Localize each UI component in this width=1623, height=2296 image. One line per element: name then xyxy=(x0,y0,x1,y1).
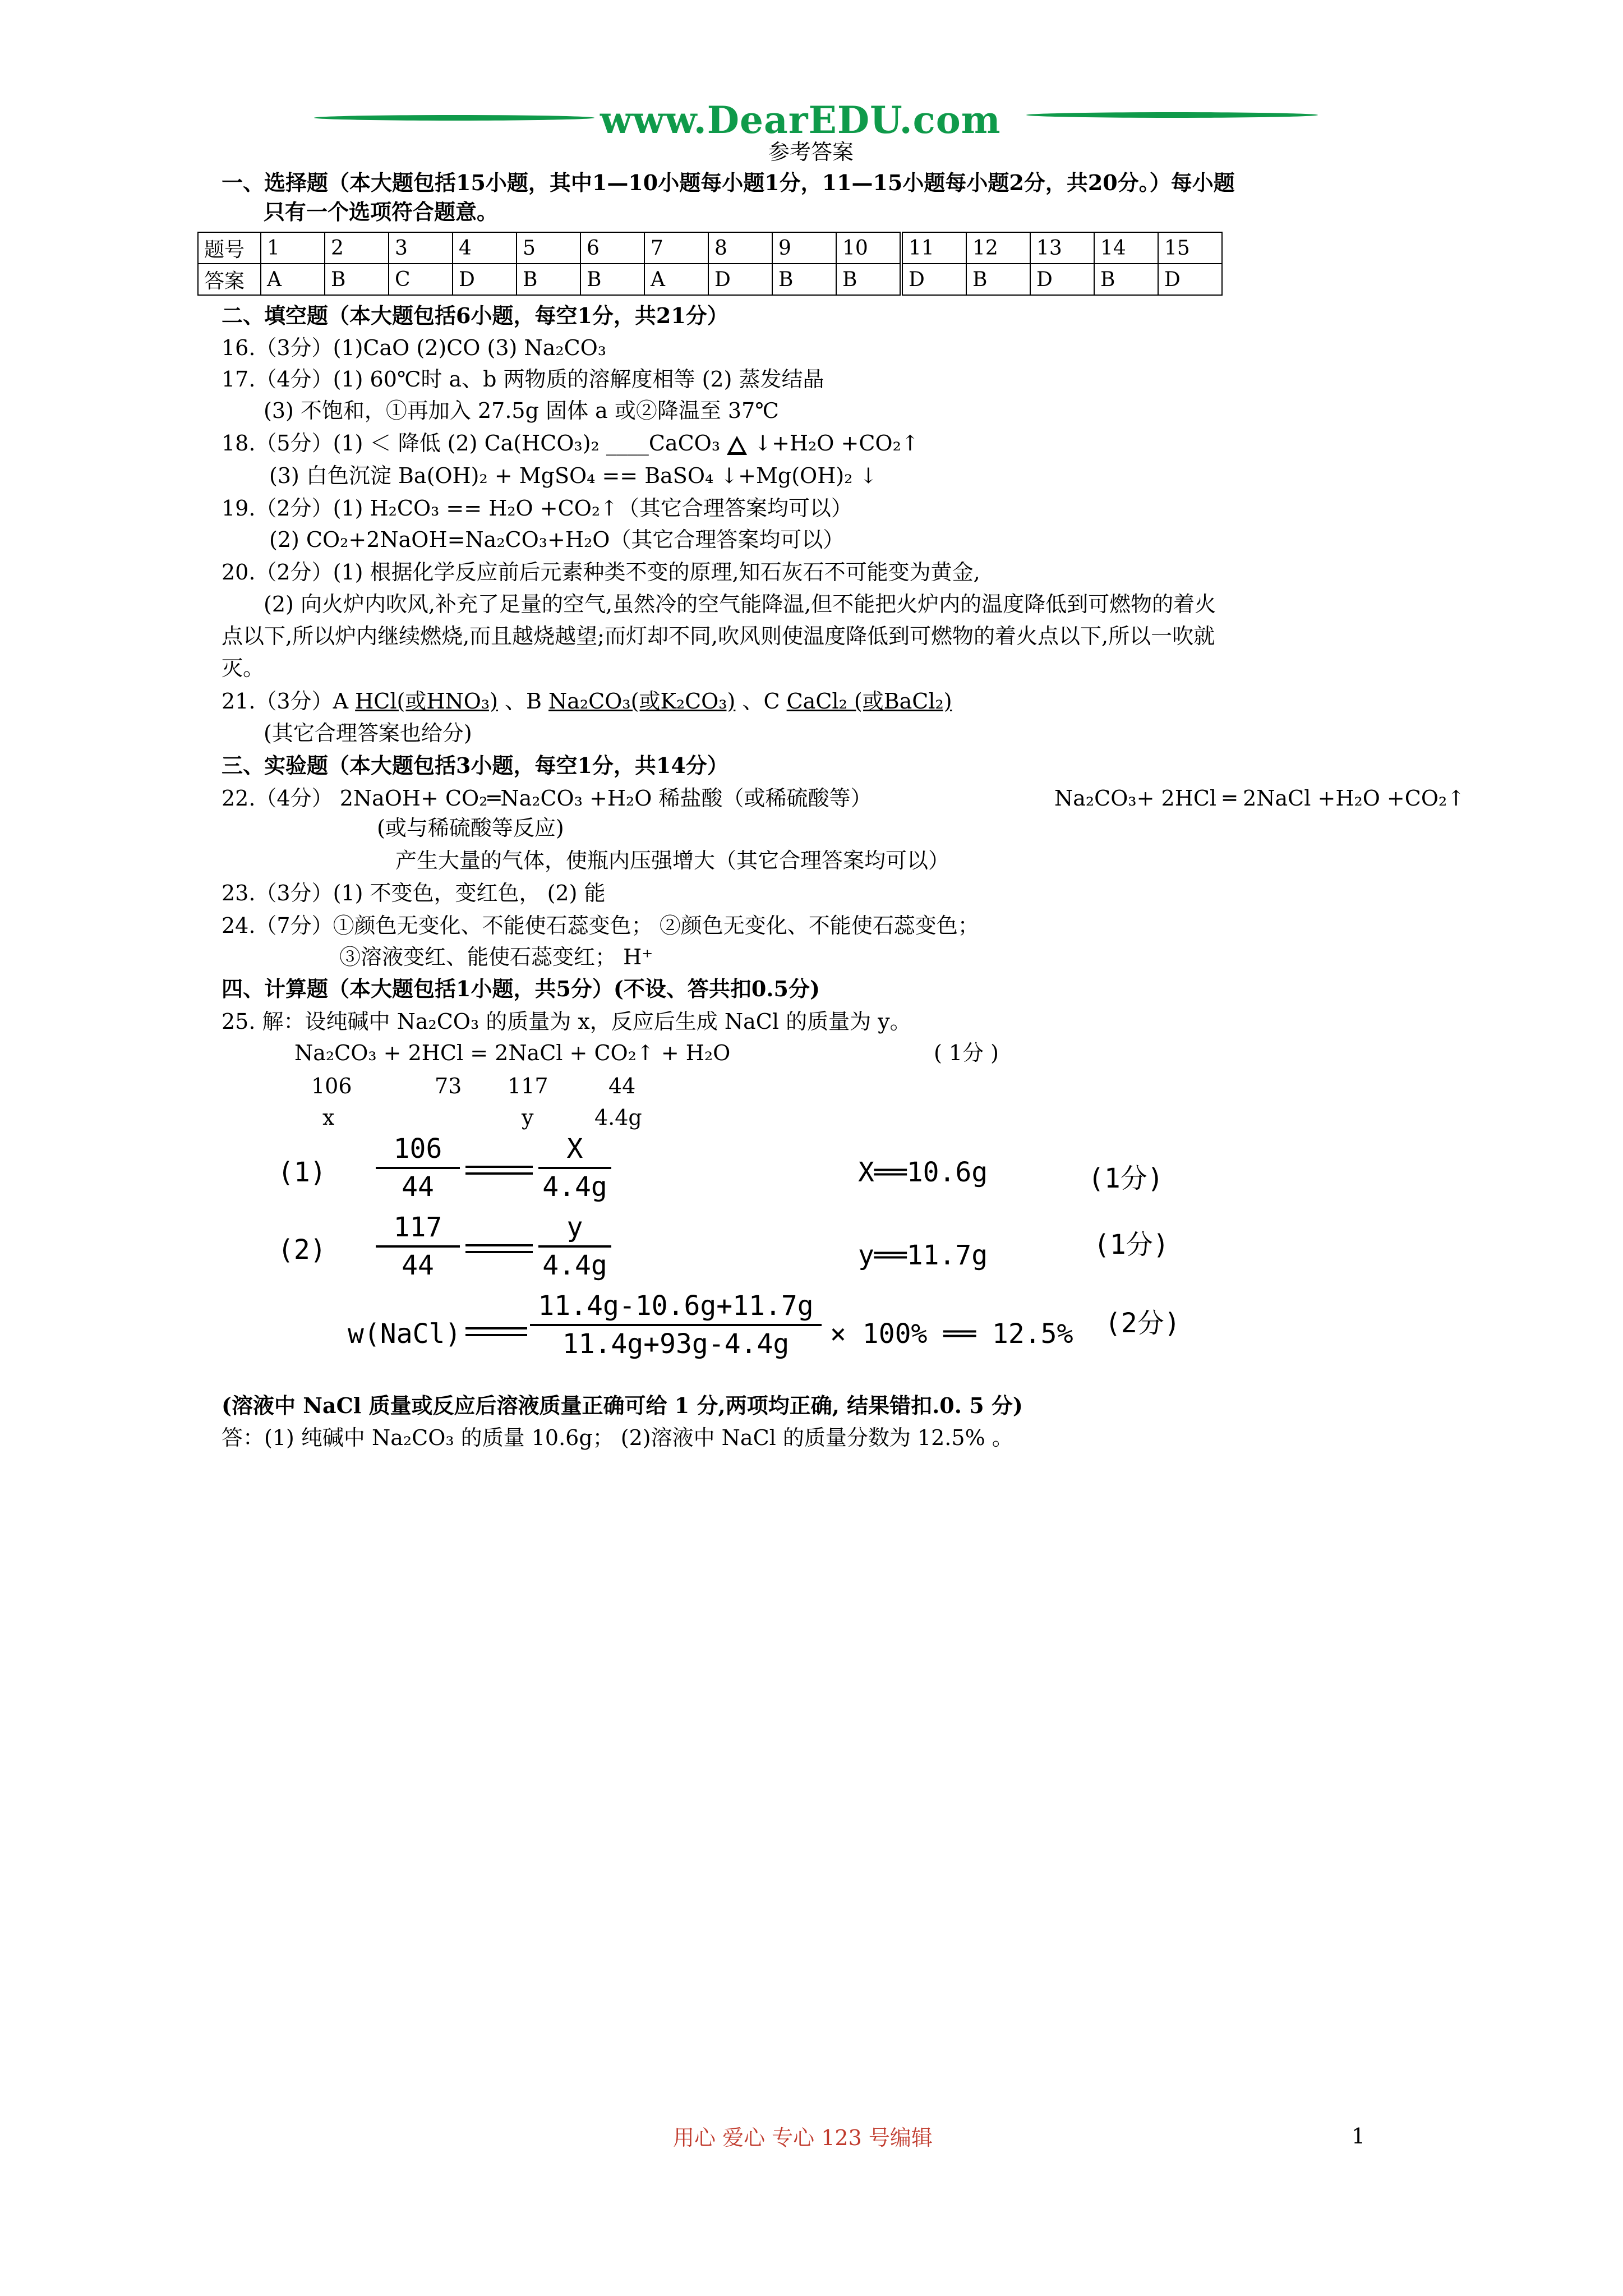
answer-20-part2: (2) 向火炉内吹风,补充了足量的空气,虽然冷的空气能降温,但不能把火炉内的温度降低到可燃物的着火 xyxy=(264,592,1216,616)
molar-mass-na2co3: 106 xyxy=(311,1074,352,1098)
answer-22: 22.（4分） 2NaOH+ CO₂═Na₂CO₃ +H₂O 稀盐酸（或稀硫酸等） xyxy=(222,786,872,811)
section3-heading: 三、实验题（本大题包括3小题，每空1分，共14分） xyxy=(222,753,728,778)
formula2-result: y══11.7g xyxy=(858,1240,988,1271)
fraction-bar xyxy=(538,1245,611,1248)
table-cell: 题号 xyxy=(198,232,261,264)
table-cell: D xyxy=(901,264,966,295)
table-cell: A xyxy=(261,264,325,295)
unknown-x: x xyxy=(322,1105,335,1130)
formula3-lhs: w(NaCl) xyxy=(348,1318,462,1350)
molar-mass-nacl: 117 xyxy=(508,1074,548,1098)
answer-24: 24.（7分）①颜色无变化、不能使石蕊变色； ②颜色无变化、不能使石蕊变色； xyxy=(222,913,979,938)
table-cell: D xyxy=(1158,264,1222,295)
table-cell: 7 xyxy=(644,232,708,264)
formula3-rhs: × 100% ══ 12.5% xyxy=(830,1318,1073,1350)
answer-21-a: HCl(或HNO₃) xyxy=(355,689,498,714)
table-cell: 6 xyxy=(580,232,644,264)
table-cell: 8 xyxy=(708,232,772,264)
answer-23: 23.（3分）(1) 不变色，变红色， (2) 能 xyxy=(222,881,606,905)
table-cell: 14 xyxy=(1094,232,1158,264)
answer-18 xyxy=(222,429,919,458)
table-row xyxy=(198,232,1222,264)
formula1-result: X══10.6g xyxy=(858,1157,988,1188)
fraction-denominator: 4.4g xyxy=(542,1250,607,1281)
reaction-equation: Na₂CO₃ + 2HCl = 2NaCl + CO₂↑ + H₂O xyxy=(294,1041,731,1065)
answer-21 xyxy=(222,687,952,716)
table-cell: B xyxy=(517,264,580,295)
formula1-score: (1分) xyxy=(1088,1163,1164,1194)
table-cell: 4 xyxy=(453,232,517,264)
answer-21-b: Na₂CO₃(或K₂CO₃) xyxy=(548,689,736,714)
scoring-note: (溶液中 NaCl 质量或反应后溶液质量正确可给 1 分,两项均正确, 结果错扣.0. 5 分) xyxy=(222,1393,1023,1418)
equals-sign xyxy=(465,1161,533,1179)
table-cell: C xyxy=(389,264,453,295)
answer-21-sep2: 、C xyxy=(735,689,787,714)
answer-20: 20.（2分）(1) 根据化学反应前后元素种类不变的原理,知石灰石不可能变为黄金, xyxy=(222,560,980,585)
page-number: 1 xyxy=(1352,2124,1366,2148)
answer-19: 19.（2分）(1) H₂CO₃ == H₂O +CO₂↑（其它合理答案均可以） xyxy=(222,496,852,521)
table-row xyxy=(198,264,1222,295)
table-cell: 答案 xyxy=(198,264,261,295)
heat-triangle-icon xyxy=(727,436,747,455)
fraction-bar xyxy=(376,1245,460,1248)
final-answer: 答：(1) 纯碱中 Na₂CO₃ 的质量 10.6g； (2)溶液中 NaCl 的质量分数为 12.5% 。 xyxy=(222,1425,1013,1450)
site-logo: www.DearEDU.com xyxy=(600,98,1001,142)
table-cell: 11 xyxy=(901,232,966,264)
page-title: 参考答案 xyxy=(768,140,854,164)
table-cell: D xyxy=(453,264,517,295)
table-cell: 5 xyxy=(517,232,580,264)
answer-table xyxy=(197,232,1223,296)
formula1-left-fraction xyxy=(376,1133,460,1203)
fraction-numerator: 117 xyxy=(393,1212,442,1243)
fraction-denominator: 44 xyxy=(402,1250,434,1281)
table-cell: D xyxy=(1030,264,1094,295)
answer-21-sep1: 、B xyxy=(497,689,549,714)
table-cell: B xyxy=(1094,264,1158,295)
table-cell: B xyxy=(580,264,644,295)
table-cell: 1 xyxy=(261,232,325,264)
molar-mass-hcl: 73 xyxy=(435,1074,462,1098)
answer-25: 25. 解：设纯碱中 Na₂CO₃ 的质量为 x，反应后生成 NaCl 的质量为 y。 xyxy=(222,1009,911,1034)
answer-21-note: (其它合理答案也给分) xyxy=(264,721,472,746)
table-cell: 12 xyxy=(966,232,1030,264)
answer-16: 16.（3分）(1)CaO (2)CO (3) Na₂CO₃ xyxy=(222,335,607,360)
section4-heading: 四、计算题（本大题包括1小题，共5分）(不设、答共扣0.5分) xyxy=(222,976,820,1001)
answer-18-text: 18.（5分）(1) ＜ 降低 (2) Ca(HCO₃)₂ ____CaCO₃ xyxy=(222,431,727,455)
table-cell: B xyxy=(836,264,901,295)
fraction-numerator: 11.4g-10.6g+11.7g xyxy=(538,1290,814,1322)
header-swoosh-left xyxy=(314,115,594,121)
fraction-bar xyxy=(530,1324,822,1326)
answer-17: 17.（4分）(1) 60℃时 a、b 两物质的溶解度相等 (2) 蒸发结晶 xyxy=(222,367,824,392)
table-cell: 2 xyxy=(325,232,389,264)
formula2-score: (1分) xyxy=(1094,1229,1169,1260)
equals-sign xyxy=(465,1240,533,1258)
table-cell: B xyxy=(966,264,1030,295)
table-cell: 9 xyxy=(772,232,836,264)
fraction-bar xyxy=(538,1167,611,1169)
fraction-denominator: 44 xyxy=(402,1171,434,1203)
answer-18-products: ↓+H₂O +CO₂↑ xyxy=(747,431,919,455)
formula2-left-fraction xyxy=(376,1212,460,1281)
table-cell: B xyxy=(325,264,389,295)
formula3-score: (2分) xyxy=(1105,1308,1181,1339)
table-cell: A xyxy=(644,264,708,295)
table-cell: B xyxy=(772,264,836,295)
formula1-label: (1) xyxy=(278,1157,326,1188)
answer-19-part2: (2) CO₂+2NaOH=Na₂CO₃+H₂O（其它合理答案均可以） xyxy=(269,527,845,552)
table-cell: 13 xyxy=(1030,232,1094,264)
fraction-numerator: X xyxy=(566,1133,583,1165)
formula3-fraction xyxy=(530,1290,822,1360)
answer-17-part3: (3) 不饱和，①再加入 27.5g 固体 a 或②降温至 37℃ xyxy=(264,398,779,423)
fraction-bar xyxy=(376,1167,460,1169)
table-cell: 3 xyxy=(389,232,453,264)
answer-21-c: CaCl₂ (或BaCl₂) xyxy=(786,689,952,714)
answer-20-end: 灭。 xyxy=(222,656,265,680)
answer-20-cont: 点以下,所以炉内继续燃烧,而且越烧越望;而灯却不同,吹风则使温度降低到可燃物的着火点以下,所以一吹就 xyxy=(222,624,1215,648)
answer-22-reason: 产生大量的气体，使瓶内压强增大（其它合理答案均可以） xyxy=(395,848,950,873)
answer-18-part3: (3) 白色沉淀 Ba(OH)₂ + MgSO₄ == BaSO₄ ↓+Mg(OH)₂ ↓ xyxy=(269,463,878,488)
fraction-numerator: y xyxy=(566,1212,583,1243)
equation-score: ( 1分 ) xyxy=(934,1041,999,1065)
fraction-denominator: 4.4g xyxy=(542,1171,607,1203)
section2-heading: 二、填空题（本大题包括6小题，每空1分，共21分） xyxy=(222,303,728,328)
fraction-numerator: 106 xyxy=(393,1133,442,1165)
co2-mass: 4.4g xyxy=(594,1105,642,1130)
unknown-y: y xyxy=(522,1105,534,1130)
answer-22-alt: (或与稀硫酸等反应) xyxy=(377,816,564,840)
table-cell: 10 xyxy=(836,232,901,264)
section1-heading-2: 只有一个选项符合题意。 xyxy=(264,199,499,224)
table-cell: D xyxy=(708,264,772,295)
table-cell: 15 xyxy=(1158,232,1222,264)
answer-22-equation: Na₂CO₃+ 2HCl ═ 2NaCl +H₂O +CO₂↑ xyxy=(1054,786,1465,811)
equals-sign xyxy=(465,1323,527,1341)
answer-21-label: 21.（3分）A xyxy=(222,689,356,714)
section1-heading: 一、选择题（本大题包括15小题，其中1—10小题每小题1分，11—15小题每小题2分，共20分。）每小题 xyxy=(222,170,1235,195)
header-swoosh-right xyxy=(1026,112,1318,118)
formula2-right-fraction xyxy=(538,1212,611,1281)
footer-slogan: 用心 爱心 专心 123 号编辑 xyxy=(673,2125,933,2150)
formula2-label: (2) xyxy=(278,1234,326,1266)
molar-mass-co2: 44 xyxy=(608,1074,636,1098)
answer-24-part2: ③溶液变红、能使石蕊变红； H⁺ xyxy=(339,945,653,969)
fraction-denominator: 11.4g+93g-4.4g xyxy=(562,1328,790,1360)
formula1-right-fraction xyxy=(538,1133,611,1203)
